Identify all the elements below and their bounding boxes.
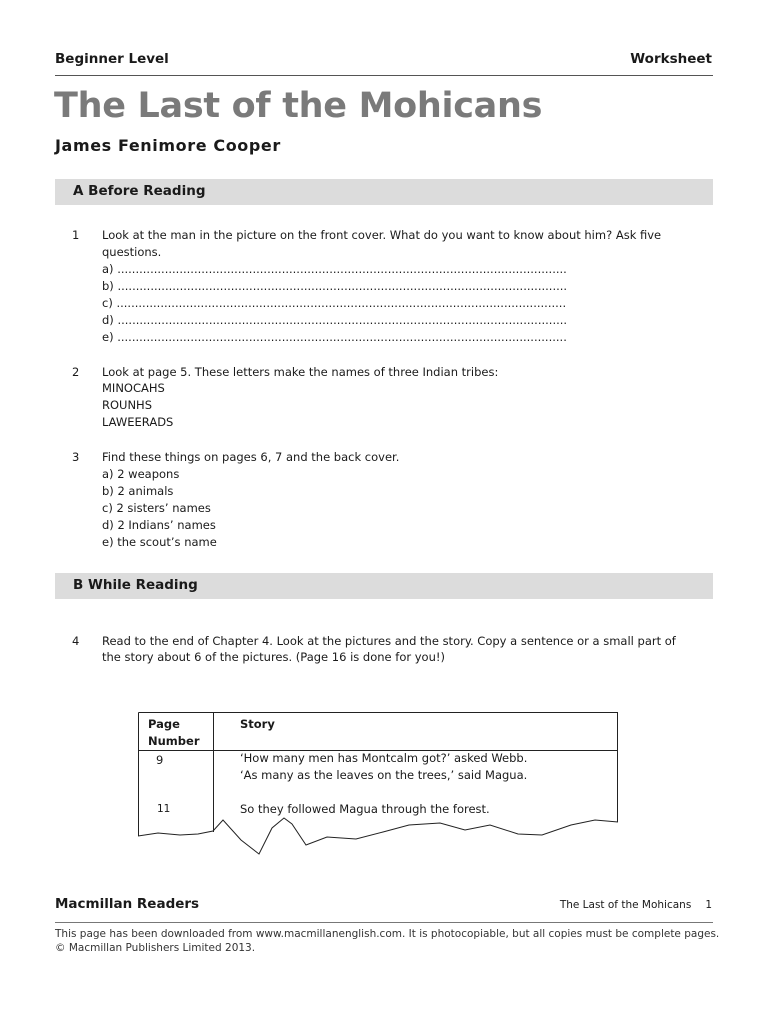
- page-number: 1: [705, 899, 712, 911]
- question-2-number: 2: [72, 365, 80, 379]
- scrambled-word: LAWEERADS: [102, 415, 174, 429]
- table-cell-story: ‘As many as the leaves on the trees,’ said Magua.: [240, 768, 528, 782]
- section-a-label: A Before Reading: [73, 183, 206, 199]
- find-item: c) 2 sisters’ names: [102, 501, 211, 515]
- download-notice: This page has been downloaded from www.macmillanenglish.com. It is photocopiable, but all copies must be complete pages.: [55, 928, 720, 940]
- page-title: The Last of the Mohicans: [54, 86, 543, 126]
- answer-line-b: b) ...........................................................................................................................: [102, 279, 568, 293]
- column-header-page: Page: [148, 717, 180, 731]
- footer-book-info: [560, 899, 712, 911]
- question-4-text: Read to the end of Chapter 4. Look at the pictures and the story. Copy a sentence or a small part of: [102, 634, 676, 648]
- find-item: b) 2 animals: [102, 484, 174, 498]
- find-item: a) 2 weapons: [102, 467, 180, 481]
- worksheet-label: Worksheet: [630, 51, 712, 67]
- question-4-number: 4: [72, 634, 80, 648]
- question-3-number: 3: [72, 450, 80, 464]
- find-item: e) the scout’s name: [102, 535, 217, 549]
- table-border: [138, 712, 619, 859]
- column-header-page-cont: Number: [148, 734, 200, 748]
- find-item: d) 2 Indians’ names: [102, 518, 216, 532]
- answer-line-e: e) ...........................................................................................................................: [102, 330, 567, 344]
- author-name: James Fenimore Cooper: [55, 136, 281, 155]
- table-cell-page: 9: [156, 753, 164, 767]
- section-b-heading: [55, 573, 713, 599]
- question-1-text: Look at the man in the picture on the front cover. What do you want to know about him? Ask five: [102, 228, 662, 242]
- level-label: Beginner Level: [55, 51, 169, 67]
- answer-line-a: a) ...........................................................................................................................: [102, 262, 567, 276]
- table-cell-story: So they followed Magua through the forest.: [240, 802, 490, 816]
- column-header-story: Story: [240, 717, 275, 731]
- question-4-text-cont: the story about 6 of the pictures. (Page 16 is done for you!): [102, 650, 445, 664]
- publisher-brand: Macmillan Readers: [55, 896, 200, 912]
- copyright-notice: © Macmillan Publishers Limited 2013.: [55, 942, 256, 954]
- header-divider: [55, 75, 713, 76]
- scrambled-word: MINOCAHS: [102, 381, 165, 395]
- table-cell-page: 11: [157, 803, 171, 815]
- scrambled-word: ROUNHS: [102, 398, 153, 412]
- question-3-text: Find these things on pages 6, 7 and the back cover.: [102, 450, 400, 464]
- section-b-label: B While Reading: [73, 577, 198, 593]
- footer-book-title: The Last of the Mohicans: [559, 899, 692, 911]
- question-1-text-cont: questions.: [102, 245, 162, 259]
- section-a-heading: [55, 179, 713, 205]
- table-cell-story: ‘How many men has Montcalm got?’ asked Webb.: [240, 751, 528, 765]
- story-table: [138, 712, 619, 859]
- answer-line-c: c) ...........................................................................................................................: [102, 296, 567, 310]
- footer-divider: [55, 922, 713, 923]
- answer-line-d: d) ...........................................................................................................................: [102, 313, 568, 327]
- question-2-text: Look at page 5. These letters make the names of three Indian tribes:: [102, 365, 499, 379]
- question-1-number: 1: [72, 228, 80, 242]
